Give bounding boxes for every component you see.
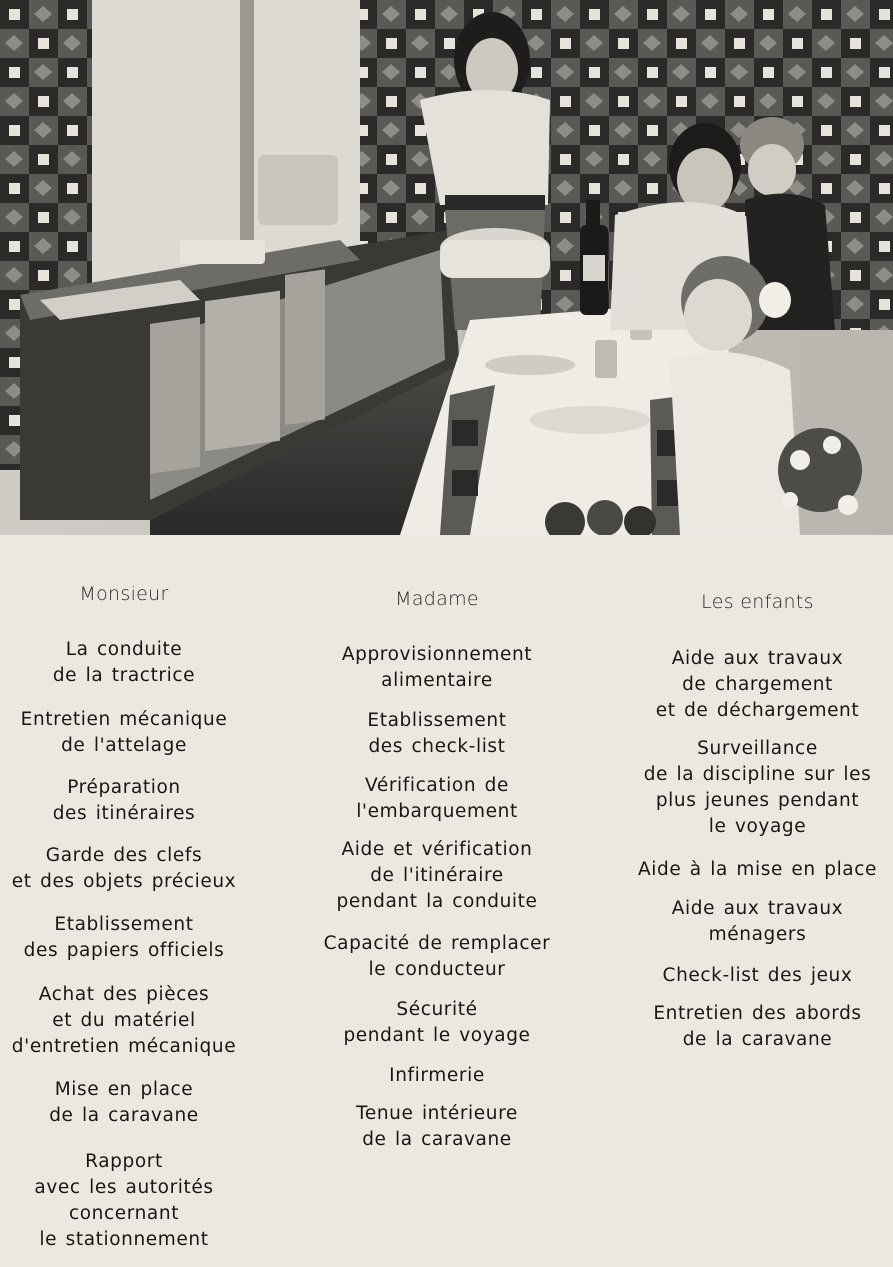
- task-item: Aide à la mise en place: [638, 859, 877, 880]
- task-item: Etablissement des check-list: [367, 710, 507, 757]
- task-item: Entretien mécanique de l'attelage: [20, 709, 228, 756]
- task-item: Entretien des abords de la caravane: [653, 1003, 862, 1050]
- task-item: Capacité de remplacer le conducteur: [323, 933, 551, 980]
- task-item: Rapport avec les autorités concernant le stationnement: [34, 1151, 214, 1250]
- task-item: Aide aux travaux de chargement et de déchargement: [655, 648, 860, 721]
- task-item: Surveillance de la discipline sur les plus jeunes pendant le voyage: [643, 738, 872, 837]
- column-heading-madame: Madame: [395, 588, 479, 610]
- task-item: Infirmerie: [389, 1065, 485, 1086]
- task-item: Sécurité pendant le voyage: [343, 999, 531, 1046]
- task-item: Tenue intérieure de la caravane: [356, 1103, 518, 1150]
- task-item: Vérification de l'embarquement: [356, 775, 518, 822]
- task-item: Approvisionnement alimentaire: [341, 644, 533, 691]
- task-item: Check-list des jeux: [662, 965, 853, 986]
- task-item: Préparation des itinéraires: [52, 777, 196, 824]
- task-item: La conduite de la tractrice: [52, 639, 196, 686]
- task-item: Mise en place de la caravane: [49, 1079, 199, 1126]
- task-item: Achat des pièces et du matériel d'entretien mécanique: [11, 984, 237, 1057]
- responsibilities-section: [0, 535, 893, 1267]
- column-heading-monsieur: Monsieur: [79, 583, 169, 605]
- column-heading-enfants: Les enfants: [701, 591, 814, 613]
- task-item: Etablissement des papiers officiels: [23, 914, 225, 961]
- task-item: Garde des clefs et des objets précieux: [11, 845, 237, 892]
- task-item: Aide et vérification de l'itinéraire pendant la conduite: [336, 839, 538, 912]
- task-item: Aide aux travaux ménagers: [671, 898, 844, 945]
- family-caravan-photo: [0, 0, 893, 535]
